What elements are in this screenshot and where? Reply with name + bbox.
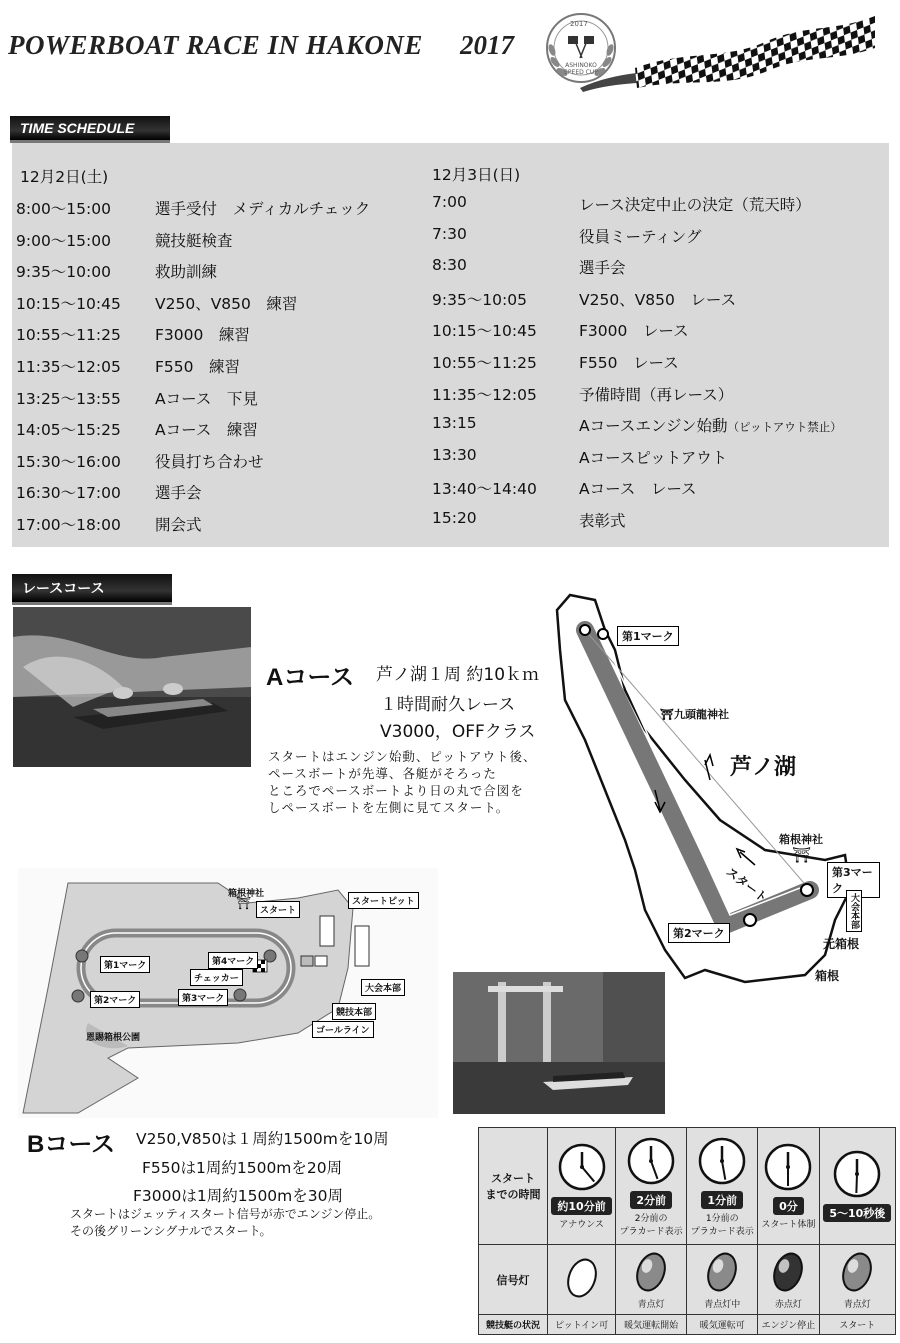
day1-time: 16:30〜17:00 xyxy=(16,484,121,503)
lamp-cell xyxy=(758,1245,819,1315)
day1-event xyxy=(155,481,202,503)
countdown-desc: スタート体制 xyxy=(761,1220,816,1230)
boat-status-cell xyxy=(758,1315,819,1335)
lamp-cell xyxy=(548,1245,616,1315)
clock-icon xyxy=(821,1149,894,1202)
day2-event xyxy=(579,225,701,247)
lamp-label: 青点灯 xyxy=(637,1299,665,1310)
countdown-cell xyxy=(616,1128,687,1245)
day2-time: 13:40〜14:40 xyxy=(432,480,537,499)
lamp-cell xyxy=(687,1245,758,1315)
signal-lamp-icon xyxy=(688,1250,756,1297)
day1-event-text: 救助訓練 xyxy=(155,263,218,282)
day2-time: 8:30 xyxy=(432,256,467,275)
boat-status-cell xyxy=(616,1315,687,1335)
day2-event-text: V250、V850 レース xyxy=(579,290,737,309)
day2-event-text: Aコースエンジン始動 xyxy=(579,417,728,436)
countdown-desc: 1分前の プラカード表示 xyxy=(690,1213,754,1237)
row-label-lamp: 信号灯 xyxy=(479,1245,548,1315)
b-map-checker: チェッカー xyxy=(190,969,243,986)
b-course-description: スタートはジェッティスタート信号が赤でエンジン停止。 その後グリーンシグナルでスタート。 xyxy=(70,1207,381,1238)
clock-icon xyxy=(549,1142,614,1195)
day2-event xyxy=(579,509,626,531)
a-course-boat-photo xyxy=(13,607,251,767)
b-map-shrine: 箱根神社 xyxy=(228,889,265,899)
day2-time: 15:20 xyxy=(432,509,477,527)
b-course-title: Bコース xyxy=(27,1131,116,1158)
day2-date: 12月3日(日) xyxy=(432,166,521,184)
a-map-shrine1: ⛩九頭龍神社 xyxy=(660,708,729,721)
day1-event-text: Aコース 下見 xyxy=(155,389,258,408)
time-schedule-heading: TIME SCHEDULE xyxy=(10,116,170,140)
day2-event xyxy=(579,414,842,436)
boat-status-cell xyxy=(687,1315,758,1335)
lamp-cell xyxy=(616,1245,687,1315)
day1-event xyxy=(155,260,217,282)
day2-event xyxy=(579,446,727,468)
countdown-cell xyxy=(819,1128,895,1245)
lamp-label: 青点灯 xyxy=(843,1299,871,1310)
clock-icon xyxy=(688,1136,756,1189)
day1-time: 13:25〜13:55 xyxy=(16,389,121,408)
day2-event-text: 予備時間（再レース） xyxy=(579,385,734,404)
b-course-line2: F550は1周約1500mを20周 xyxy=(142,1159,343,1177)
lamp-cell xyxy=(819,1245,895,1315)
day1-event-text: 選手受付 メディカルチェック xyxy=(155,200,371,218)
day2-event xyxy=(579,351,679,373)
boat-status: 暖気運転可 xyxy=(699,1321,745,1331)
start-signal-table xyxy=(478,1127,896,1334)
signal-lamp-icon xyxy=(821,1250,894,1297)
day2-event-note: （ピットアウト禁止） xyxy=(727,420,842,435)
b-map-goal: ゴールライン xyxy=(312,1021,374,1038)
day2-time: 7:30 xyxy=(432,224,467,243)
boat-status: ピットイン可 xyxy=(554,1321,609,1331)
b-map-judges: 競技本部 xyxy=(332,1003,376,1020)
a-course-title: Aコース xyxy=(266,664,355,691)
a-course-line2: １時間耐久レース xyxy=(380,695,516,715)
lamp-label: 赤点灯 xyxy=(774,1299,802,1310)
logo-text-top: 2017 xyxy=(570,20,588,28)
row-label-time: スタート までの時間 xyxy=(479,1128,548,1245)
day1-event-text: F3000 練習 xyxy=(155,326,250,345)
a-map-hq: 大会本部 xyxy=(846,890,862,932)
countdown-badge: 約10分前 xyxy=(551,1197,611,1215)
day1-time: 17:00〜18:00 xyxy=(16,516,121,534)
b-course-line3: F3000は1周約1500mを30周 xyxy=(133,1187,343,1205)
day2-event-text: 表彰式 xyxy=(579,512,626,530)
day2-event xyxy=(579,193,811,215)
b-map-hq: 大会本部 xyxy=(361,979,405,996)
a-map-shrine2: 箱根神社 xyxy=(779,833,823,846)
day2-event-text: F3000 レース xyxy=(579,322,689,341)
a-map-mark1: 第1マーク xyxy=(617,626,679,646)
countdown-cell xyxy=(758,1128,819,1245)
day2-event xyxy=(579,383,733,405)
day1-event xyxy=(155,387,258,409)
day1-event xyxy=(155,513,202,535)
page-year: 2017 xyxy=(460,30,514,60)
day1-time: 14:05〜15:25 xyxy=(16,421,121,440)
row-label-status: 競技艇の状況 xyxy=(479,1315,548,1335)
a-map-place1: 元箱根 xyxy=(823,937,860,951)
day2-time: 7:00 xyxy=(432,193,467,211)
countdown-badge: 2分前 xyxy=(630,1191,672,1209)
boat-status: エンジン停止 xyxy=(761,1321,816,1331)
torii-icon: ⛩ xyxy=(236,896,252,910)
a-map-start-label: スタート xyxy=(723,864,770,906)
clock-icon xyxy=(617,1136,685,1189)
day1-event-text: 開会式 xyxy=(155,516,202,534)
day1-time: 8:00〜15:00 xyxy=(16,200,111,218)
b-map-start-pit: スタートピット xyxy=(348,892,419,909)
countdown-badge: 5〜10秒後 xyxy=(823,1204,891,1222)
b-course-map xyxy=(18,868,438,1118)
countdown-desc: 2分前の プラカード表示 xyxy=(619,1213,683,1237)
day1-time: 9:35〜10:00 xyxy=(16,263,111,282)
day2-event xyxy=(579,319,689,341)
clock-icon xyxy=(759,1142,817,1195)
day2-event xyxy=(579,477,697,499)
day1-event-text: 役員打ち合わせ xyxy=(155,452,264,471)
logo-text-bottom: ASHINOKO SPEED CUP xyxy=(564,62,598,76)
day2-event-text: F550 レース xyxy=(579,354,679,372)
a-course-line1: 芦ノ湖１周 約10ｋｍ xyxy=(376,665,540,685)
day1-date: 12月2日(土) xyxy=(20,168,109,186)
a-course-map xyxy=(545,590,880,990)
day1-event-text: V250、V850 練習 xyxy=(155,294,298,313)
b-map-mark4: 第4マーク xyxy=(208,952,258,969)
b-map-park: 恩賜箱根公園 xyxy=(86,1033,141,1043)
day2-event-text: 役員ミーティング xyxy=(579,227,702,246)
day1-event-text: 選手会 xyxy=(155,484,202,503)
a-map-mark3: 第3マーク xyxy=(827,862,880,898)
countdown-desc: アナウンス xyxy=(559,1220,604,1230)
b-course-boat-photo xyxy=(453,972,665,1114)
day2-event xyxy=(579,288,736,310)
countdown-cell xyxy=(687,1128,758,1245)
day1-time: 9:00〜15:00 xyxy=(16,231,111,250)
day1-event xyxy=(155,292,297,314)
day1-event xyxy=(155,323,250,345)
schedule-panel xyxy=(12,143,889,547)
boat-status: スタート xyxy=(839,1321,876,1331)
day1-time: 10:55〜11:25 xyxy=(16,326,121,345)
day1-event xyxy=(155,418,258,440)
b-map-start: スタート xyxy=(256,901,300,918)
day2-event-text: Aコース レース xyxy=(579,480,697,499)
day2-event-text: レース決定中止の決定（荒天時） xyxy=(579,196,811,214)
countdown-badge: 1分前 xyxy=(701,1191,743,1209)
boat-status: 暖気運転開始 xyxy=(624,1321,679,1331)
day1-event-text: 競技艇検査 xyxy=(155,231,233,250)
day1-time: 11:35〜12:05 xyxy=(16,358,121,376)
day1-event xyxy=(155,450,264,472)
boat-status-cell xyxy=(819,1315,895,1335)
boat-status-cell xyxy=(548,1315,616,1335)
countdown-cell xyxy=(548,1128,616,1245)
day2-time: 13:15 xyxy=(432,414,477,433)
signal-lamp-icon xyxy=(759,1250,817,1297)
race-course-heading: レースコース xyxy=(12,574,172,602)
b-map-mark3: 第3マーク xyxy=(178,989,228,1006)
countdown-badge: 0分 xyxy=(773,1197,804,1215)
day2-time: 11:35〜12:05 xyxy=(432,385,537,404)
day1-time: 15:30〜16:00 xyxy=(16,452,121,471)
torii-icon: ⛩ xyxy=(792,846,812,864)
day1-event-text: F550 練習 xyxy=(155,358,241,376)
b-map-mark1: 第1マーク xyxy=(100,956,150,973)
day1-event-text: Aコース 練習 xyxy=(155,421,258,440)
day1-time: 10:15〜10:45 xyxy=(16,294,121,313)
checkered-flag-graphic xyxy=(575,8,880,93)
signal-lamp-icon xyxy=(617,1250,685,1297)
a-map-lake-label: 芦ノ湖 xyxy=(730,755,797,780)
day2-time: 10:55〜11:25 xyxy=(432,354,537,372)
a-course-description: スタートはエンジン始動、ピットアウト後、 ペースボートが先導、各艇がそろった ところでペースボートより日の丸で合図を しペースボートを左側に見てスタート。 xyxy=(268,749,537,815)
day2-time: 13:30 xyxy=(432,445,477,464)
b-map-mark2: 第2マーク xyxy=(90,991,140,1008)
day2-event xyxy=(579,256,626,278)
b-course-line1: V250,V850は１周約1500mを10周 xyxy=(136,1130,389,1148)
day1-event xyxy=(155,229,233,251)
day2-time: 9:35〜10:05 xyxy=(432,290,527,309)
page-title: POWERBOAT RACE IN HAKONE xyxy=(8,30,423,60)
day2-time: 10:15〜10:45 xyxy=(432,322,537,341)
day1-event xyxy=(155,355,240,377)
signal-lamp-icon xyxy=(549,1256,614,1303)
a-course-line3: V3000，OFFクラス xyxy=(380,722,536,742)
a-map-mark2: 第2マーク xyxy=(668,923,730,943)
lamp-label: 青点灯中 xyxy=(704,1299,741,1310)
day2-event-text: Aコースピットアウト xyxy=(579,448,728,467)
a-map-place2: 箱根 xyxy=(815,969,840,983)
torii-icon: ⛩ xyxy=(660,708,674,721)
day1-event xyxy=(155,197,370,219)
day2-event-text: 選手会 xyxy=(579,259,626,278)
